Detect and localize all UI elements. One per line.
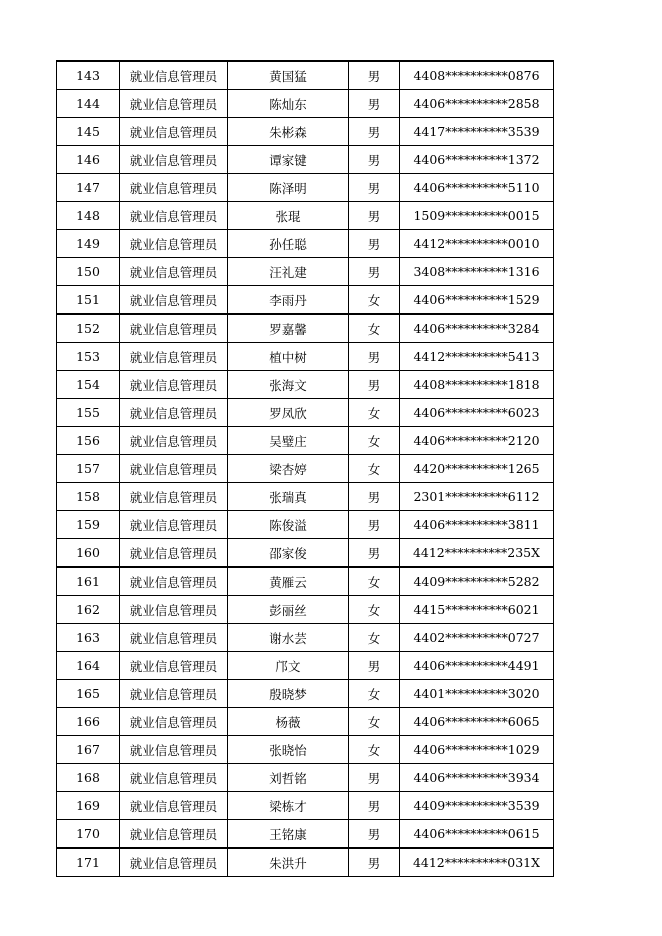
- gender-cell: 男: [349, 174, 400, 202]
- job-title-cell: 就业信息管理员: [120, 820, 228, 849]
- id-number-cell: 4406**********0615: [400, 820, 554, 849]
- person-name-cell: 杨薇: [228, 708, 349, 736]
- id-number-cell: 4406**********3934: [400, 764, 554, 792]
- row-number-cell: 163: [57, 624, 120, 652]
- roster-table-body: [57, 61, 554, 877]
- id-number-cell: 4412**********235X: [400, 539, 554, 568]
- table-row: [57, 202, 554, 230]
- table-row: [57, 736, 554, 764]
- table-row: [57, 118, 554, 146]
- gender-cell: 女: [349, 680, 400, 708]
- id-number-cell: 4406**********2120: [400, 427, 554, 455]
- gender-cell: 男: [349, 258, 400, 286]
- job-title-cell: 就业信息管理员: [120, 652, 228, 680]
- gender-cell: 女: [349, 736, 400, 764]
- row-number-cell: 152: [57, 314, 120, 343]
- job-title-cell: 就业信息管理员: [120, 764, 228, 792]
- job-title-cell: 就业信息管理员: [120, 61, 228, 90]
- id-number-cell: 4406**********6023: [400, 399, 554, 427]
- id-number-cell: 4412**********0010: [400, 230, 554, 258]
- gender-cell: 女: [349, 596, 400, 624]
- table-row: [57, 427, 554, 455]
- table-row: [57, 848, 554, 877]
- person-name-cell: 李雨丹: [228, 286, 349, 315]
- gender-cell: 男: [349, 820, 400, 849]
- job-title-cell: 就业信息管理员: [120, 90, 228, 118]
- person-name-cell: 陈泽明: [228, 174, 349, 202]
- row-number-cell: 148: [57, 202, 120, 230]
- gender-cell: 男: [349, 230, 400, 258]
- gender-cell: 女: [349, 624, 400, 652]
- job-title-cell: 就业信息管理员: [120, 511, 228, 539]
- row-number-cell: 157: [57, 455, 120, 483]
- id-number-cell: 4409**********3539: [400, 792, 554, 820]
- id-number-cell: 4406**********6065: [400, 708, 554, 736]
- id-number-cell: 4415**********6021: [400, 596, 554, 624]
- id-number-cell: 3408**********1316: [400, 258, 554, 286]
- row-number-cell: 147: [57, 174, 120, 202]
- table-row: [57, 61, 554, 90]
- person-name-cell: 吴璧庄: [228, 427, 349, 455]
- job-title-cell: 就业信息管理员: [120, 258, 228, 286]
- row-number-cell: 160: [57, 539, 120, 568]
- row-number-cell: 169: [57, 792, 120, 820]
- person-name-cell: 陈灿东: [228, 90, 349, 118]
- id-number-cell: 4406**********2858: [400, 90, 554, 118]
- person-name-cell: 殷晓梦: [228, 680, 349, 708]
- person-name-cell: 谢水芸: [228, 624, 349, 652]
- table-row: [57, 230, 554, 258]
- person-name-cell: 罗嘉馨: [228, 314, 349, 343]
- row-number-cell: 170: [57, 820, 120, 849]
- gender-cell: 男: [349, 90, 400, 118]
- person-name-cell: 邵家俊: [228, 539, 349, 568]
- person-name-cell: 黄雁云: [228, 567, 349, 596]
- row-number-cell: 144: [57, 90, 120, 118]
- table-row: [57, 399, 554, 427]
- person-name-cell: 刘哲铭: [228, 764, 349, 792]
- job-title-cell: 就业信息管理员: [120, 539, 228, 568]
- job-title-cell: 就业信息管理员: [120, 286, 228, 315]
- row-number-cell: 156: [57, 427, 120, 455]
- row-number-cell: 167: [57, 736, 120, 764]
- id-number-cell: 4401**********3020: [400, 680, 554, 708]
- job-title-cell: 就业信息管理员: [120, 118, 228, 146]
- job-title-cell: 就业信息管理员: [120, 624, 228, 652]
- row-number-cell: 151: [57, 286, 120, 315]
- roster-table: [56, 60, 554, 877]
- table-row: [57, 511, 554, 539]
- id-number-cell: 4412**********031X: [400, 848, 554, 877]
- person-name-cell: 汪礼建: [228, 258, 349, 286]
- row-number-cell: 159: [57, 511, 120, 539]
- id-number-cell: 4402**********0727: [400, 624, 554, 652]
- job-title-cell: 就业信息管理员: [120, 455, 228, 483]
- table-row: [57, 708, 554, 736]
- id-number-cell: 4406**********1372: [400, 146, 554, 174]
- row-number-cell: 155: [57, 399, 120, 427]
- gender-cell: 女: [349, 314, 400, 343]
- job-title-cell: 就业信息管理员: [120, 596, 228, 624]
- row-number-cell: 165: [57, 680, 120, 708]
- table-row: [57, 567, 554, 596]
- id-number-cell: 4408**********1818: [400, 371, 554, 399]
- row-number-cell: 143: [57, 61, 120, 90]
- gender-cell: 女: [349, 427, 400, 455]
- person-name-cell: 张晓怡: [228, 736, 349, 764]
- gender-cell: 男: [349, 202, 400, 230]
- row-number-cell: 164: [57, 652, 120, 680]
- job-title-cell: 就业信息管理员: [120, 708, 228, 736]
- gender-cell: 男: [349, 764, 400, 792]
- table-row: [57, 483, 554, 511]
- job-title-cell: 就业信息管理员: [120, 848, 228, 877]
- gender-cell: 女: [349, 455, 400, 483]
- id-number-cell: 4420**********1265: [400, 455, 554, 483]
- job-title-cell: 就业信息管理员: [120, 146, 228, 174]
- id-number-cell: 4409**********5282: [400, 567, 554, 596]
- id-number-cell: 4408**********0876: [400, 61, 554, 90]
- gender-cell: 男: [349, 118, 400, 146]
- table-row: [57, 343, 554, 371]
- person-name-cell: 朱彬森: [228, 118, 349, 146]
- gender-cell: 男: [349, 848, 400, 877]
- table-row: [57, 539, 554, 568]
- id-number-cell: 4406**********3811: [400, 511, 554, 539]
- row-number-cell: 150: [57, 258, 120, 286]
- gender-cell: 男: [349, 792, 400, 820]
- person-name-cell: 梁栋才: [228, 792, 349, 820]
- person-name-cell: 孙任聪: [228, 230, 349, 258]
- row-number-cell: 149: [57, 230, 120, 258]
- gender-cell: 男: [349, 146, 400, 174]
- row-number-cell: 168: [57, 764, 120, 792]
- id-number-cell: 4406**********3284: [400, 314, 554, 343]
- job-title-cell: 就业信息管理员: [120, 483, 228, 511]
- person-name-cell: 张瑞真: [228, 483, 349, 511]
- job-title-cell: 就业信息管理员: [120, 202, 228, 230]
- gender-cell: 女: [349, 286, 400, 315]
- id-number-cell: 2301**********6112: [400, 483, 554, 511]
- row-number-cell: 145: [57, 118, 120, 146]
- gender-cell: 女: [349, 708, 400, 736]
- job-title-cell: 就业信息管理员: [120, 174, 228, 202]
- person-name-cell: 谭家键: [228, 146, 349, 174]
- row-number-cell: 161: [57, 567, 120, 596]
- person-name-cell: 梁杏婷: [228, 455, 349, 483]
- table-row: [57, 174, 554, 202]
- job-title-cell: 就业信息管理员: [120, 343, 228, 371]
- row-number-cell: 154: [57, 371, 120, 399]
- gender-cell: 女: [349, 567, 400, 596]
- id-number-cell: 4406**********1029: [400, 736, 554, 764]
- table-row: [57, 680, 554, 708]
- job-title-cell: 就业信息管理员: [120, 230, 228, 258]
- gender-cell: 男: [349, 511, 400, 539]
- table-row: [57, 371, 554, 399]
- row-number-cell: 171: [57, 848, 120, 877]
- table-row: [57, 90, 554, 118]
- person-name-cell: 朱洪升: [228, 848, 349, 877]
- id-number-cell: 4406**********4491: [400, 652, 554, 680]
- table-row: [57, 820, 554, 849]
- person-name-cell: 陈俊溢: [228, 511, 349, 539]
- row-number-cell: 158: [57, 483, 120, 511]
- job-title-cell: 就业信息管理员: [120, 567, 228, 596]
- gender-cell: 男: [349, 343, 400, 371]
- gender-cell: 男: [349, 483, 400, 511]
- gender-cell: 男: [349, 61, 400, 90]
- gender-cell: 男: [349, 652, 400, 680]
- person-name-cell: 王铭康: [228, 820, 349, 849]
- id-number-cell: 4412**********5413: [400, 343, 554, 371]
- row-number-cell: 146: [57, 146, 120, 174]
- table-row: [57, 764, 554, 792]
- gender-cell: 女: [349, 399, 400, 427]
- gender-cell: 男: [349, 539, 400, 568]
- person-name-cell: 张海文: [228, 371, 349, 399]
- person-name-cell: 植中树: [228, 343, 349, 371]
- job-title-cell: 就业信息管理员: [120, 736, 228, 764]
- table-row: [57, 596, 554, 624]
- id-number-cell: 1509**********0015: [400, 202, 554, 230]
- job-title-cell: 就业信息管理员: [120, 371, 228, 399]
- table-row: [57, 792, 554, 820]
- job-title-cell: 就业信息管理员: [120, 427, 228, 455]
- table-row: [57, 624, 554, 652]
- table-row: [57, 146, 554, 174]
- person-name-cell: 张琨: [228, 202, 349, 230]
- id-number-cell: 4406**********5110: [400, 174, 554, 202]
- job-title-cell: 就业信息管理员: [120, 680, 228, 708]
- job-title-cell: 就业信息管理员: [120, 792, 228, 820]
- spreadsheet-page: [56, 60, 553, 877]
- person-name-cell: 邝文: [228, 652, 349, 680]
- row-number-cell: 162: [57, 596, 120, 624]
- table-row: [57, 455, 554, 483]
- row-number-cell: 166: [57, 708, 120, 736]
- row-number-cell: 153: [57, 343, 120, 371]
- job-title-cell: 就业信息管理员: [120, 314, 228, 343]
- person-name-cell: 黄国猛: [228, 61, 349, 90]
- table-row: [57, 286, 554, 315]
- table-row: [57, 314, 554, 343]
- table-row: [57, 652, 554, 680]
- id-number-cell: 4417**********3539: [400, 118, 554, 146]
- job-title-cell: 就业信息管理员: [120, 399, 228, 427]
- person-name-cell: 彭丽丝: [228, 596, 349, 624]
- gender-cell: 男: [349, 371, 400, 399]
- table-row: [57, 258, 554, 286]
- id-number-cell: 4406**********1529: [400, 286, 554, 315]
- person-name-cell: 罗凤欣: [228, 399, 349, 427]
